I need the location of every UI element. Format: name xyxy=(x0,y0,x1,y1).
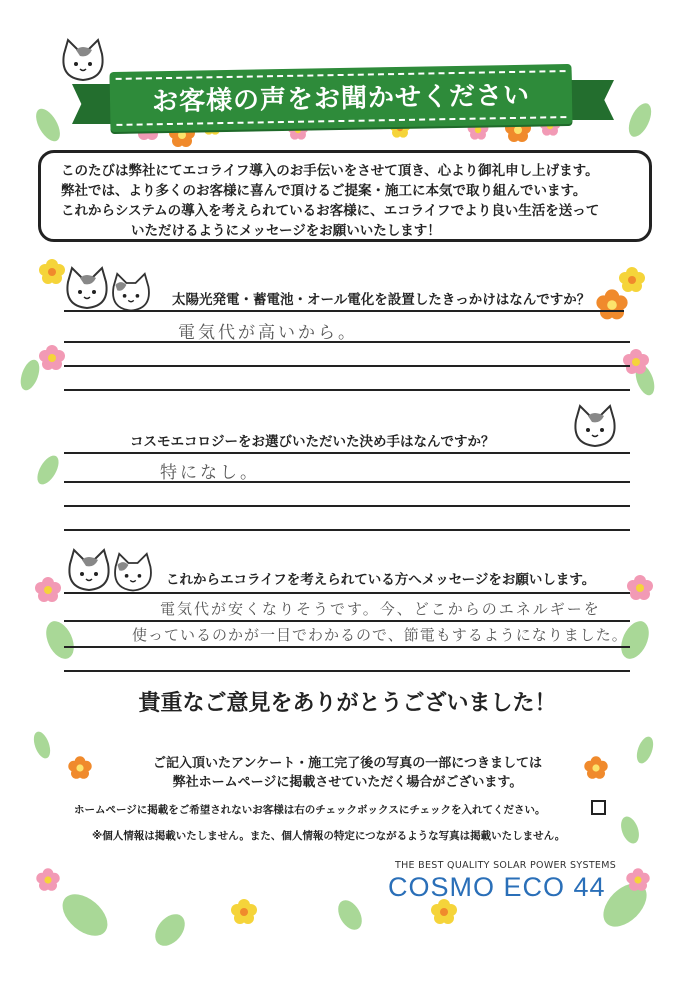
flower-icon xyxy=(231,899,257,924)
intro-box xyxy=(38,150,652,242)
checkbox-instruction: ホームページに掲載をご希望されないお客様は右のチェックボックスにチェックを入れてください。 xyxy=(74,804,546,816)
leaf-icon xyxy=(31,105,65,145)
answer-line xyxy=(64,389,630,391)
leaf-icon xyxy=(333,896,366,934)
answer-line xyxy=(64,310,624,312)
leaf-icon xyxy=(17,357,43,393)
flower-icon xyxy=(36,868,59,891)
cat-icon xyxy=(110,552,156,596)
answer-line xyxy=(64,481,630,483)
leaf-icon xyxy=(33,452,63,488)
answer-line xyxy=(64,452,630,454)
answer-line xyxy=(64,646,630,648)
flower-icon xyxy=(596,289,627,319)
answer-3-line-1[interactable]: 電気代が安くなりそうです。今、どこからのエネルギーを xyxy=(160,600,601,618)
leaf-icon xyxy=(55,886,115,944)
cat-icon xyxy=(570,404,620,452)
question-2: コスモエコロジーをお選びいただいた決め手はなんですか？ xyxy=(130,434,495,450)
thanks-heading: 貴重なご意見をありがとうございました！ xyxy=(138,691,557,716)
flower-icon xyxy=(35,577,61,602)
question-1: 太陽光発電・蓄電池・オール電化を設置したきっかけはなんですか？ xyxy=(172,292,591,308)
answer-1-text[interactable]: 電気代が高いから。 xyxy=(178,323,358,343)
leaf-icon xyxy=(41,617,80,663)
answer-line xyxy=(64,505,630,507)
answer-line xyxy=(64,529,630,531)
intro-line: 弊社では、より多くのお客様に喜んで頂けるご提案・施工に本気で取り組んでいます。 xyxy=(61,183,587,199)
notice-line-2: 弊社ホームページに掲載させていただく場合がございます。 xyxy=(172,775,523,790)
intro-line: いただけるようにメッセージをお願いいたします！ xyxy=(131,223,441,239)
cat-icon xyxy=(62,266,112,314)
cat-icon xyxy=(58,38,108,86)
answer-line xyxy=(64,365,630,367)
intro-line: このたびは弊社にてエコライフ導入のお手伝いをさせて頂き、心より御礼申し上げます。 xyxy=(61,163,599,179)
answer-line xyxy=(64,341,630,343)
flower-icon xyxy=(39,345,65,370)
flower-icon xyxy=(619,267,645,292)
answer-3-line-2[interactable]: 使っているのかが一目でわかるので、節電もするようになりました。 xyxy=(132,626,628,644)
leaf-icon xyxy=(149,908,191,951)
page-title: お客様の声をお聞かせください xyxy=(151,80,531,118)
notice-line-1: ご記入頂いたアンケート・施工完了後の写真の一部につきましては xyxy=(153,756,542,771)
leaf-icon xyxy=(624,100,656,140)
flower-icon xyxy=(627,575,653,600)
publish-optout-checkbox[interactable] xyxy=(591,800,606,815)
answer-2-text[interactable]: 特になし。 xyxy=(160,463,260,483)
flower-icon xyxy=(626,868,649,891)
brand-tagline: THE BEST QUALITY SOLAR POWER SYSTEMS xyxy=(395,860,617,871)
cat-icon xyxy=(64,548,114,596)
answer-line xyxy=(64,592,630,594)
answer-line xyxy=(64,620,630,622)
flower-icon xyxy=(623,349,649,374)
answer-line xyxy=(64,670,630,672)
brand-logo: COSMO ECO 44 xyxy=(388,872,606,902)
intro-line: これからシステムの導入を考えられているお客様に、エコライフでより良い生活を送って xyxy=(61,203,600,219)
leaf-icon xyxy=(618,814,643,846)
question-3: これからエコライフを考えられている方へメッセージをお願いします。 xyxy=(166,572,596,588)
privacy-note: ※個人情報は掲載いたしません。また、個人情報の特定につながるような写真は掲載いたしません。 xyxy=(92,830,566,842)
